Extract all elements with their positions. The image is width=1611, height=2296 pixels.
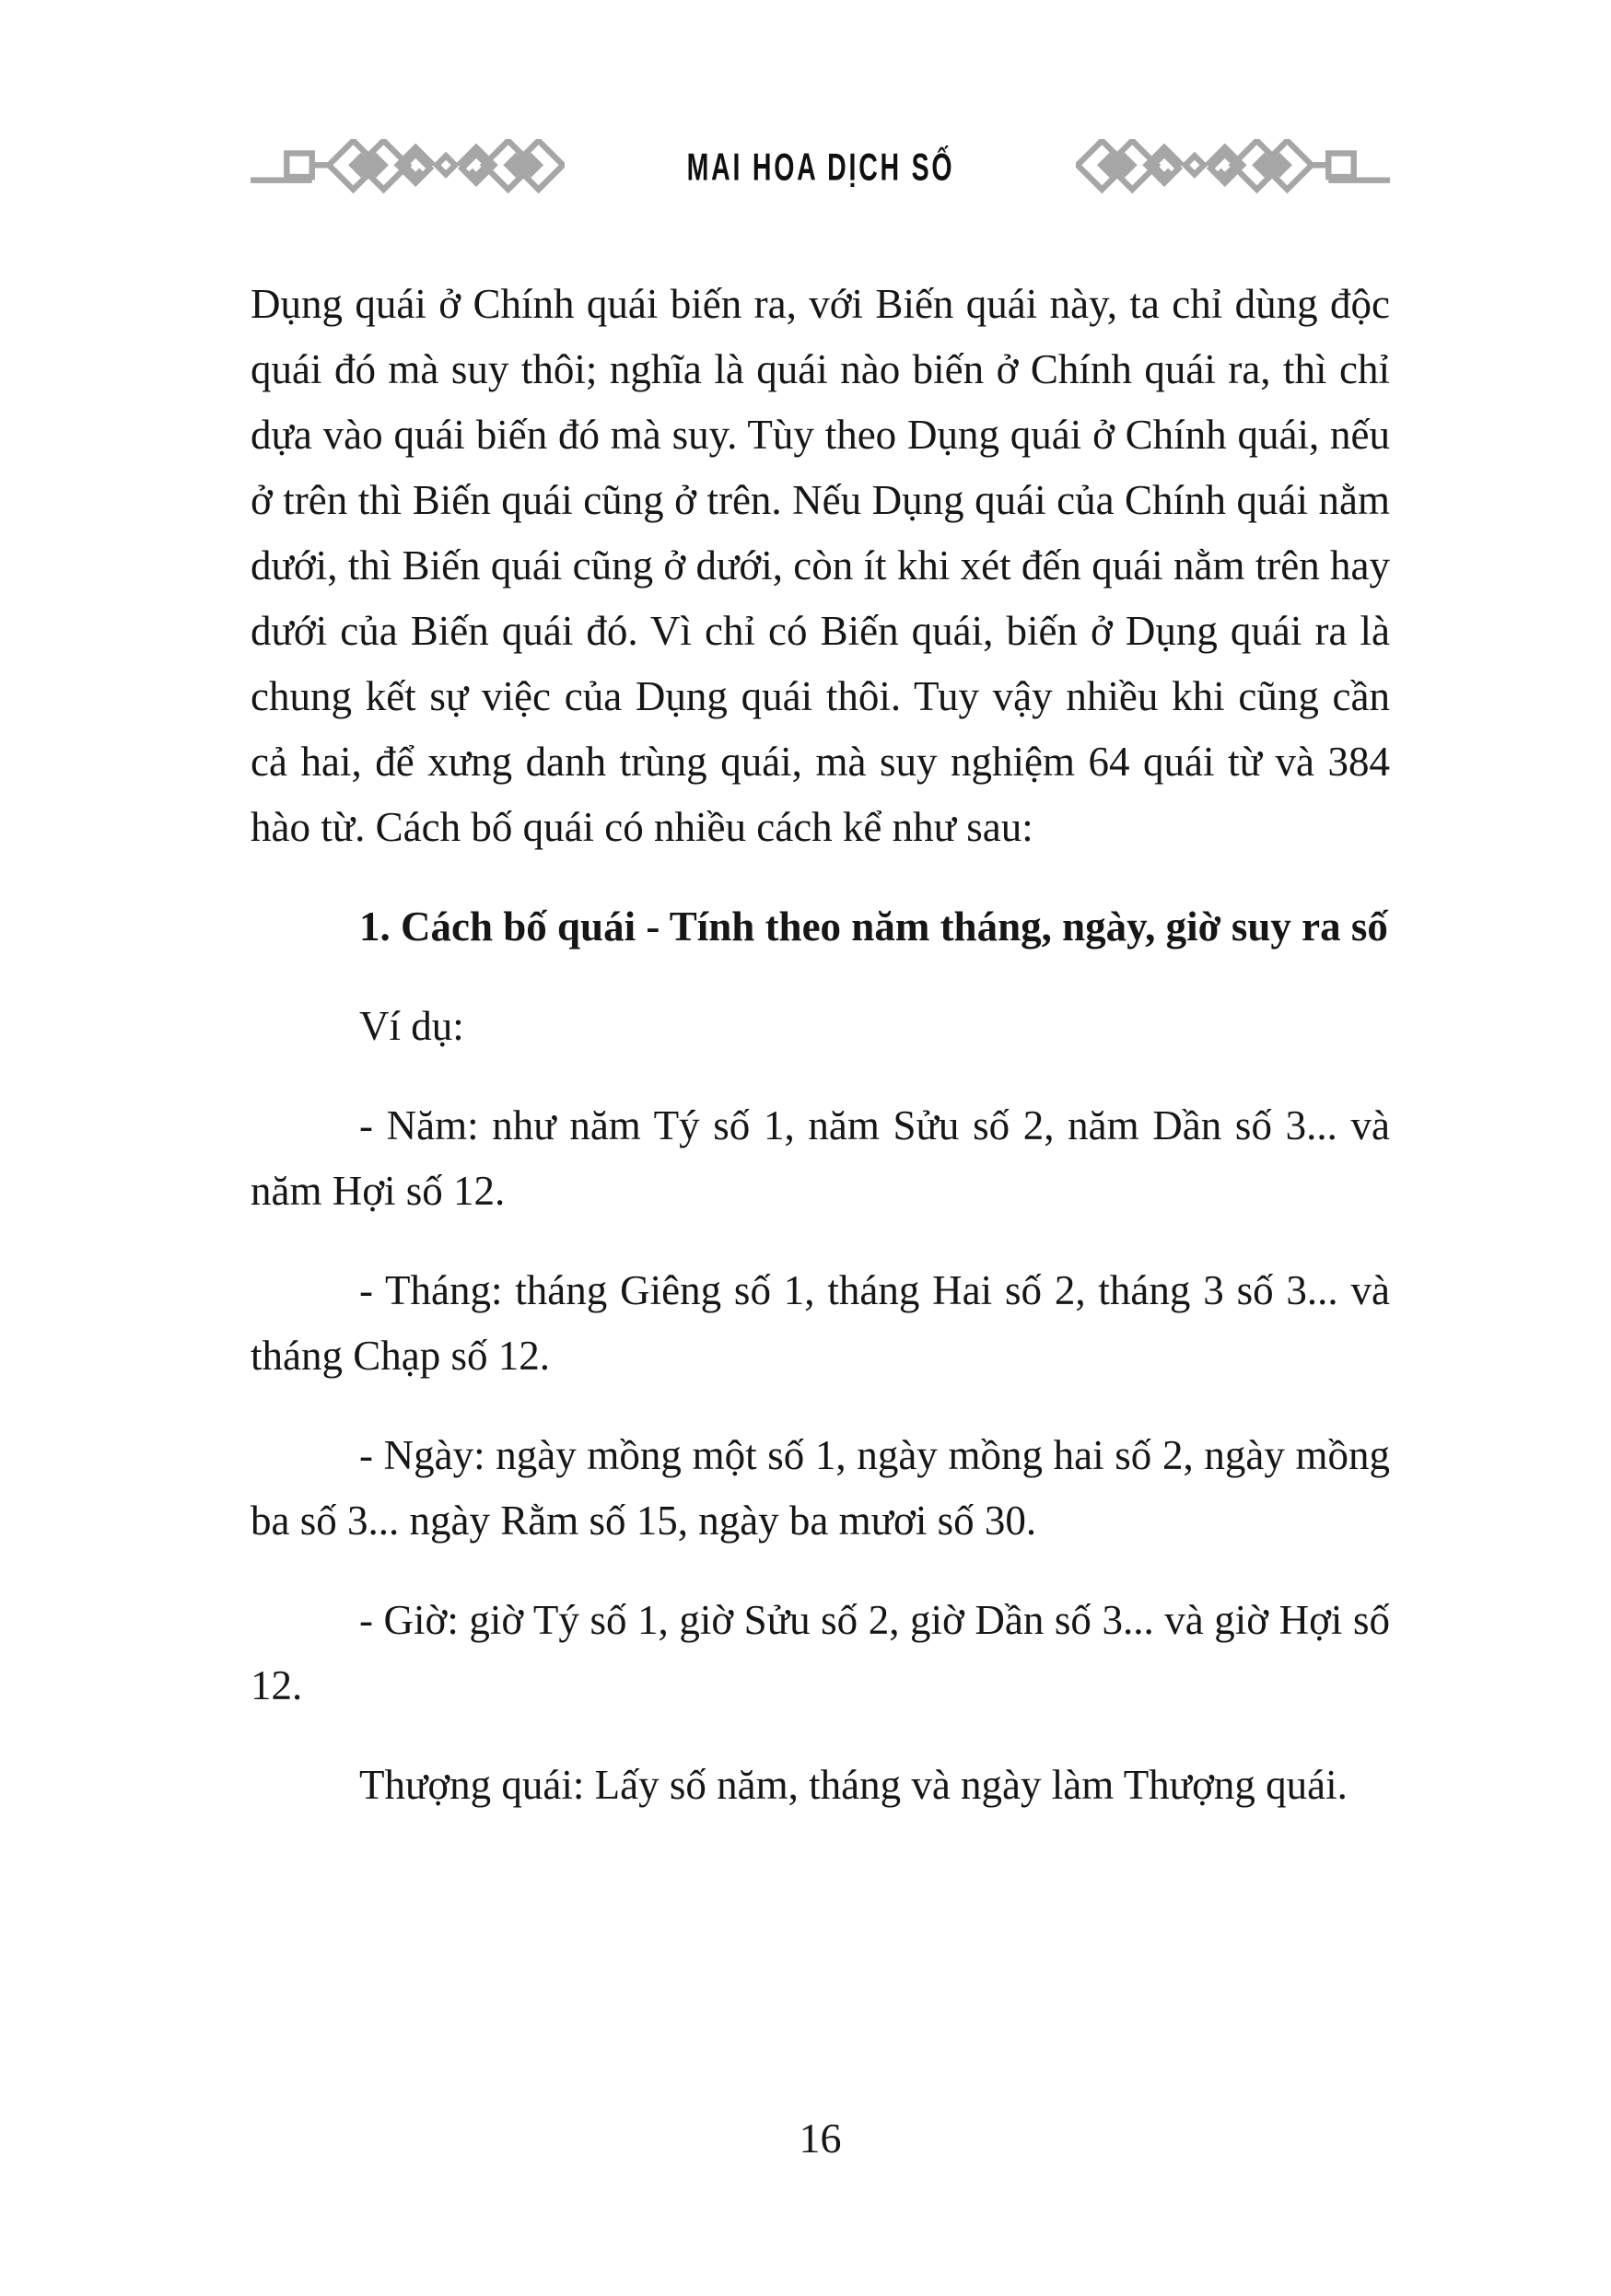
closing-paragraph: Thượng quái: Lấy số năm, tháng và ngày làm Thượng quái.	[359, 1762, 1348, 1808]
list-item-year: - Năm: như năm Tý số 1, năm Sửu số 2, năm Dần số 3... và năm Hợi số 12.	[251, 1102, 1390, 1214]
page-header	[251, 134, 1390, 201]
list-item-day: - Ngày: ngày mồng một số 1, ngày mồng hai số 2, ngày mồng ba số 3... ngày Rằm số 15, ngày ba mươi số 30.	[251, 1432, 1390, 1544]
diamond-chain-ornament-left-icon	[251, 139, 565, 196]
section-heading: 1. Cách bố quái - Tính theo năm tháng, ngày, giờ suy ra số	[359, 903, 1388, 950]
book-title: MAI HOA DỊCH SỐ	[686, 145, 954, 189]
example-label: Ví dụ:	[359, 1003, 464, 1049]
page-body	[251, 272, 1390, 1818]
list-item-hour: - Giờ: giờ Tý số 1, giờ Sửu số 2, giờ Dần số 3... và giờ Hợi số 12.	[251, 1597, 1390, 1708]
intro-paragraph: Dụng quái ở Chính quái biến ra, với Biến quái này, ta chỉ dùng độc quái đó mà suy thôi; nghĩa là quái nào biến ở Chính quái ra, thì chỉ dựa vào quái biến đó mà suy. Tùy theo Dụng quái ở Chính quái, nếu ở trên thì Biến quái cũng ở trên. Nếu Dụng quái của Chính quái nằm dưới, thì Biến quái cũng ở dưới, còn ít khi xét đến quái nằm trên hay dưới của Biến quái đó. Vì chỉ có Biến quái, biến ở Dụng quái ra là chung kết sự việc của Dụng quái thôi. Tuy vậy nhiều khi cũng cần cả hai, để xưng danh trùng quái, mà suy nghiệm 64 quái từ và 384 hào từ. Cách bố quái có nhiều cách kể như sau:	[251, 281, 1390, 850]
list-item-month: - Tháng: tháng Giêng số 1, tháng Hai số 2, tháng 3 số 3... và tháng Chạp số 12.	[251, 1267, 1390, 1379]
page-number: 16	[799, 2115, 842, 2162]
diamond-chain-ornament-right-icon	[1076, 139, 1390, 196]
